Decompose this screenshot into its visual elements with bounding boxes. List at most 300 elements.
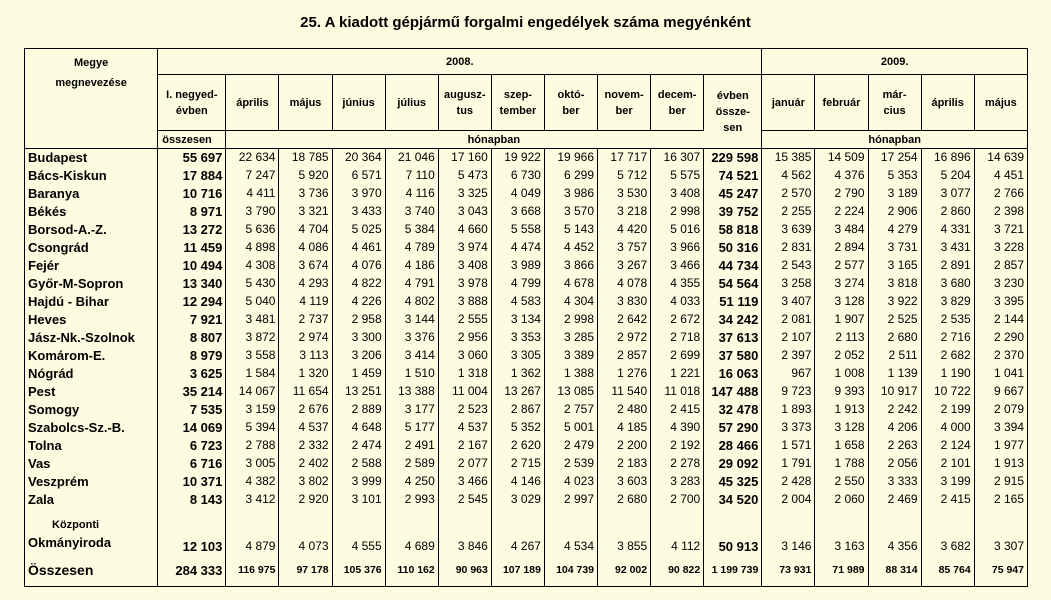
county-header-line-2: megnevezése [55, 77, 127, 89]
month-2008-value: 3 481 [226, 311, 279, 329]
month-2008-value: 2 332 [279, 437, 332, 455]
q1-value: 6 716 [158, 455, 226, 473]
month-2008-value: 5 040 [226, 293, 279, 311]
month-2009-value: 3 128 [815, 293, 868, 311]
year-total-value: 32 478 [704, 401, 762, 419]
table-row [25, 185, 1028, 203]
month-2008-value: 92 002 [598, 555, 651, 587]
month-2008-value: 3 740 [385, 203, 438, 221]
month-2009-value: 2 415 [921, 491, 974, 509]
month-2008-value: 2 539 [544, 455, 597, 473]
month-2008-value: 4 537 [279, 419, 332, 437]
month-2008-value: 4 146 [491, 473, 544, 491]
month-2008-value: 4 822 [332, 275, 385, 293]
month-2008-value: 105 376 [332, 555, 385, 587]
header-line: már- [882, 88, 907, 101]
month-2008-value: 5 025 [332, 221, 385, 239]
month-2009-value: 1 907 [815, 311, 868, 329]
month-2009-value: 1 893 [762, 401, 815, 419]
month-2009-value: 2 543 [762, 257, 815, 275]
q1-value: 10 716 [158, 185, 226, 203]
month-2009-value: 5 204 [921, 167, 974, 185]
month-2008-value: 3 855 [598, 509, 651, 555]
q1-value: 8 979 [158, 347, 226, 365]
month-2008-value: 13 251 [332, 383, 385, 401]
header-line: októ- [557, 88, 585, 101]
month-2008-value: 2 077 [438, 455, 491, 473]
month-2008-value: 2 672 [651, 311, 704, 329]
month-2009-value: 1 977 [993, 438, 1024, 452]
month-2009-value: 1 913 [815, 401, 868, 419]
month-2009-value: 85 764 [921, 555, 974, 587]
county-name: Komárom-E. [25, 347, 158, 365]
q1-value: 7 535 [158, 401, 226, 419]
month-2008-value: 5 143 [544, 221, 597, 239]
month-2008-value: 2 480 [598, 401, 651, 419]
county-name: Zala [25, 491, 158, 509]
month-2009-value: 2 680 [868, 329, 921, 347]
month-2008-value: 4 355 [651, 275, 704, 293]
q1-value: 8 143 [158, 491, 226, 509]
month-2008-value: 3 846 [438, 509, 491, 555]
month-2009-value: 2 831 [762, 239, 815, 257]
month-2008-value: 2 474 [332, 437, 385, 455]
month-2008-value: 3 159 [226, 401, 279, 419]
month-2009-value: 1 008 [815, 365, 868, 383]
month-2009-value: 17 254 [868, 149, 921, 167]
month-2009-value: 2 107 [762, 329, 815, 347]
month-2009-value: 967 [762, 365, 815, 383]
month-2008-value: 3 466 [651, 257, 704, 275]
year-total-value: 147 488 [704, 383, 762, 401]
table-row [25, 239, 1028, 257]
month-2008-value: 2 993 [385, 491, 438, 509]
q1-value: 55 697 [158, 149, 226, 167]
month-2009-value: 88 314 [868, 555, 921, 587]
county-name: Jász-Nk.-Szolnok [25, 329, 158, 347]
month-2008-value: 3 414 [385, 347, 438, 365]
month-2008-value: 3 530 [598, 185, 651, 203]
table-row [25, 491, 1028, 509]
year-total-value: 37 580 [704, 347, 762, 365]
year-total-value: 44 734 [704, 257, 762, 275]
month-2008-value: 4 879 [226, 509, 279, 555]
month-2009-value: 2 428 [762, 473, 815, 491]
month-2008-value: 2 997 [544, 491, 597, 509]
table-title: 25. A kiadott gépjármű forgalmi engedélyek száma megyénként [300, 14, 751, 31]
header-line: április [236, 96, 269, 109]
month-2009-value: 2 535 [921, 311, 974, 329]
table-row [25, 509, 1028, 555]
month-2009-value: 2 060 [815, 491, 868, 509]
month-2009-value: 2 766 [993, 186, 1024, 200]
month-2009-value: 3 484 [815, 221, 868, 239]
month-2008-value: 2 757 [544, 401, 597, 419]
month-2009-value: 14 639 [987, 150, 1024, 165]
month-2009-value: 5 353 [868, 167, 921, 185]
county-name: Békés [25, 203, 158, 221]
month-2009-value: 3 721 [993, 222, 1024, 236]
table-row [25, 383, 1028, 401]
month-2008-value: 11 654 [279, 383, 332, 401]
month-2008-value: 19 922 [491, 149, 544, 167]
month-2009-value: 4 206 [868, 419, 921, 437]
month-2008-value: 4 537 [438, 419, 491, 437]
month-2008-value: 5 394 [226, 419, 279, 437]
month-2008-value: 2 555 [438, 311, 491, 329]
month-2008-value: 3 408 [438, 257, 491, 275]
month-2009-value: 2 263 [868, 437, 921, 455]
month-2008-value: 2 192 [651, 437, 704, 455]
county-column-header [25, 49, 158, 149]
month-2009-value: 3 394 [993, 420, 1024, 434]
month-2008-value: 4 076 [332, 257, 385, 275]
month-2008-value: 3 989 [491, 257, 544, 275]
month-2008-header [438, 75, 491, 131]
month-2008-value: 5 636 [226, 221, 279, 239]
month-2008-value: 16 307 [651, 149, 704, 167]
month-2008-value: 3 060 [438, 347, 491, 365]
month-2008-value: 3 736 [279, 185, 332, 203]
month-2008-value: 19 966 [544, 149, 597, 167]
month-2008-value: 3 978 [438, 275, 491, 293]
month-2008-value: 22 634 [226, 149, 279, 167]
month-2008-value: 7 247 [226, 167, 279, 185]
month-2008-value: 116 975 [226, 555, 279, 587]
table-row [25, 293, 1028, 311]
month-2008-value: 11 540 [598, 383, 651, 401]
month-2009-header [974, 75, 1027, 131]
month-2008-value: 3 570 [544, 203, 597, 221]
month-2009-value: 14 509 [815, 149, 868, 167]
month-2008-value: 3 177 [385, 401, 438, 419]
month-2008-value: 5 016 [651, 221, 704, 239]
month-2008-value: 97 178 [279, 555, 332, 587]
month-2009-value: 3 731 [868, 239, 921, 257]
month-2009-header [815, 75, 868, 131]
month-2009-value: 3 431 [921, 239, 974, 257]
month-2008-value: 2 857 [598, 347, 651, 365]
year-total-value: 16 063 [704, 365, 762, 383]
year-total-value: 50 913 [704, 509, 762, 555]
month-2008-value: 4 390 [651, 419, 704, 437]
month-2009-value: 2 525 [868, 311, 921, 329]
month-2008-value: 3 408 [651, 185, 704, 203]
month-2008-value: 6 730 [491, 167, 544, 185]
header-line: I. negyed- [166, 88, 218, 101]
month-2009-value: 2 894 [815, 239, 868, 257]
month-2008-value: 2 998 [651, 203, 704, 221]
month-2008-value: 2 715 [491, 455, 544, 473]
month-2008-value: 3 830 [598, 293, 651, 311]
month-2008-value: 17 717 [598, 149, 651, 167]
month-2008-value: 4 799 [491, 275, 544, 293]
month-2008-value: 4 898 [226, 239, 279, 257]
q1-value: 11 459 [158, 239, 226, 257]
month-2008-value: 3 206 [332, 347, 385, 365]
month-2008-value: 4 461 [332, 239, 385, 257]
month-2008-value: 3 790 [226, 203, 279, 221]
year-total-value: 34 242 [704, 311, 762, 329]
total-row [25, 555, 1028, 587]
month-2008-value: 1 276 [598, 365, 651, 383]
q1-value: 13 340 [158, 275, 226, 293]
month-2008-value: 4 185 [598, 419, 651, 437]
month-2009-value: 75 947 [991, 563, 1024, 576]
month-2008-value: 11 004 [438, 383, 491, 401]
month-2009-value: 2 857 [993, 258, 1024, 272]
month-2009-value: 3 163 [815, 509, 868, 555]
header-line: évben [716, 89, 749, 102]
month-2008-header [598, 75, 651, 131]
table-row [25, 473, 1028, 491]
header-line: évben [175, 104, 208, 117]
table-row [25, 167, 1028, 185]
month-2008-value: 6 571 [332, 167, 385, 185]
month-2009-value: 2 891 [921, 257, 974, 275]
month-2008-value: 3 321 [279, 203, 332, 221]
honapban-2009-label: hónapban [762, 131, 1028, 149]
month-2008-header [385, 75, 438, 131]
month-2009-value: 1 571 [762, 437, 815, 455]
month-2008-value: 5 352 [491, 419, 544, 437]
month-2008-value: 2 867 [491, 401, 544, 419]
month-2008-value: 3 134 [491, 311, 544, 329]
month-2008-value: 4 116 [385, 185, 438, 203]
county-name: Fejér [25, 257, 158, 275]
month-2008-value: 13 267 [491, 383, 544, 401]
month-2009-value: 4 376 [815, 167, 868, 185]
table-row [25, 419, 1028, 437]
month-2009-value: 3 639 [762, 221, 815, 239]
county-name: Szabolcs-Sz.-B. [25, 419, 158, 437]
year-2009-header: 2009. [762, 49, 1028, 75]
month-2009-value: 4 331 [921, 221, 974, 239]
month-2008-value: 3 872 [226, 329, 279, 347]
month-2009-value: 3 395 [993, 294, 1024, 308]
month-2009-value: 9 723 [762, 383, 815, 401]
month-2008-value: 90 822 [651, 555, 704, 587]
month-2008-value: 4 648 [332, 419, 385, 437]
month-2008-value: 6 299 [544, 167, 597, 185]
month-2008-value: 3 283 [651, 473, 704, 491]
county-name: Hajdú - Bihar [25, 293, 158, 311]
month-2008-value: 2 958 [332, 311, 385, 329]
month-2009-value: 3 407 [762, 293, 815, 311]
month-2008-value: 2 889 [332, 401, 385, 419]
q1-value: 8 971 [158, 203, 226, 221]
header-line: össze- [715, 105, 750, 118]
table-row [25, 437, 1028, 455]
month-2009-value: 1 788 [815, 455, 868, 473]
month-2008-value: 4 678 [544, 275, 597, 293]
q1-value: 14 069 [158, 419, 226, 437]
header-line: decem- [657, 88, 697, 101]
month-2008-header [226, 75, 279, 131]
month-2008-value: 1 388 [544, 365, 597, 383]
month-2008-value: 3 101 [332, 491, 385, 509]
month-2009-value: 3 274 [815, 275, 868, 293]
month-2009-value: 2 199 [921, 401, 974, 419]
header-line: ber [615, 104, 633, 117]
month-2008-value: 3 970 [332, 185, 385, 203]
header-line: tember [499, 104, 537, 117]
month-2008-value: 4 802 [385, 293, 438, 311]
q1-value: 12 294 [158, 293, 226, 311]
month-2009-value: 3 373 [762, 419, 815, 437]
month-2008-value: 3 986 [544, 185, 597, 203]
month-2009-header [868, 75, 921, 131]
header-line: ber [562, 104, 580, 117]
month-2008-value: 2 680 [598, 491, 651, 509]
header-line: április [931, 96, 964, 109]
month-2009-value: 1 139 [868, 365, 921, 383]
table-row [25, 347, 1028, 365]
year-total-value: 39 752 [704, 203, 762, 221]
month-2009-value: 2 398 [993, 204, 1024, 218]
month-2008-value: 3 974 [438, 239, 491, 257]
month-2008-value: 2 402 [279, 455, 332, 473]
q1-header [158, 75, 226, 131]
county-name [25, 509, 158, 555]
year-total-value: 34 520 [704, 491, 762, 509]
month-2008-value: 4 304 [544, 293, 597, 311]
month-2009-value: 3 829 [921, 293, 974, 311]
month-2008-value: 4 689 [385, 509, 438, 555]
month-2009-value: 3 228 [993, 240, 1024, 254]
month-2009-value: 4 356 [868, 509, 921, 555]
month-2009-value: 4 000 [921, 419, 974, 437]
month-2009-value: 3 165 [868, 257, 921, 275]
month-2008-value: 2 415 [651, 401, 704, 419]
month-2008-value: 3 466 [438, 473, 491, 491]
month-2009-value: 3 682 [921, 509, 974, 555]
month-2008-value: 17 160 [438, 149, 491, 167]
year-total-value: 45 247 [704, 185, 762, 203]
month-2009-value: 2 716 [921, 329, 974, 347]
county-name: Somogy [25, 401, 158, 419]
month-2008-value: 2 620 [491, 437, 544, 455]
month-2008-value: 2 167 [438, 437, 491, 455]
county-name: Veszprém [25, 473, 158, 491]
month-2008-value: 4 250 [385, 473, 438, 491]
county-name: Tolna [25, 437, 158, 455]
month-2008-value: 3 674 [279, 257, 332, 275]
q1-value: 284 333 [158, 555, 226, 587]
month-2008-value: 3 757 [598, 239, 651, 257]
header-line: ber [668, 104, 686, 117]
q1-value: 3 625 [158, 365, 226, 383]
month-2008-value: 3 300 [332, 329, 385, 347]
month-2008-value: 3 966 [651, 239, 704, 257]
month-2008-value: 5 920 [279, 167, 332, 185]
month-2009-value: 3 818 [868, 275, 921, 293]
month-2009-value: 2 915 [993, 474, 1024, 488]
q1-value: 6 723 [158, 437, 226, 455]
month-2008-header [651, 75, 704, 131]
month-2008-value: 4 555 [332, 509, 385, 555]
month-2009-value: 71 989 [815, 555, 868, 587]
month-2008-value: 2 718 [651, 329, 704, 347]
month-2008-value: 3 285 [544, 329, 597, 347]
county-name: Borsod-A.-Z. [25, 221, 158, 239]
month-2009-value: 2 113 [815, 329, 868, 347]
month-2008-value: 5 384 [385, 221, 438, 239]
month-2009-value: 1 041 [993, 366, 1024, 380]
table-row [25, 203, 1028, 221]
month-2008-value: 2 972 [598, 329, 651, 347]
month-2009-value: 3 189 [868, 185, 921, 203]
county-name: Heves [25, 311, 158, 329]
month-2009-value: 3 146 [762, 509, 815, 555]
month-2008-value: 4 789 [385, 239, 438, 257]
month-2009-value: 2 052 [815, 347, 868, 365]
month-2008-value: 4 119 [279, 293, 332, 311]
header-line: szep- [503, 88, 532, 101]
month-2009-value: 2 860 [921, 203, 974, 221]
month-2009-value: 2 469 [868, 491, 921, 509]
month-2009-value: 15 385 [762, 149, 815, 167]
month-2008-value: 13 085 [544, 383, 597, 401]
month-2008-value: 2 788 [226, 437, 279, 455]
month-2009-value: 3 307 [993, 538, 1024, 553]
month-2008-header [544, 75, 597, 131]
month-2009-header [921, 75, 974, 131]
month-2009-value: 3 199 [921, 473, 974, 491]
month-2009-value: 9 667 [993, 384, 1024, 398]
month-2008-value: 2 479 [544, 437, 597, 455]
month-2008-value: 2 974 [279, 329, 332, 347]
month-2008-value: 2 545 [438, 491, 491, 509]
table-row [25, 365, 1028, 383]
month-2008-value: 4 308 [226, 257, 279, 275]
month-2009-value: 16 896 [921, 149, 974, 167]
month-2008-value: 1 362 [491, 365, 544, 383]
month-2008-header [332, 75, 385, 131]
month-2008-value: 21 046 [385, 149, 438, 167]
q1-value: 35 214 [158, 383, 226, 401]
month-2008-value: 3 029 [491, 491, 544, 509]
month-2009-value: 2 224 [815, 203, 868, 221]
osszesen-label: összesen [158, 131, 226, 149]
month-2008-value: 2 491 [385, 437, 438, 455]
month-2009-value: 1 658 [815, 437, 868, 455]
month-2008-value: 5 430 [226, 275, 279, 293]
month-2008-value: 4 073 [279, 509, 332, 555]
table-row [25, 401, 1028, 419]
month-2008-value: 14 067 [226, 383, 279, 401]
header-line: novem- [604, 88, 644, 101]
month-2009-value: 2 397 [762, 347, 815, 365]
month-2008-value: 4 660 [438, 221, 491, 239]
county-name: Vas [25, 455, 158, 473]
month-2008-value: 4 534 [544, 509, 597, 555]
q1-value: 13 272 [158, 221, 226, 239]
county-name: Budapest [25, 149, 158, 167]
year-total-value: 74 521 [704, 167, 762, 185]
month-2009-value: 2 101 [921, 455, 974, 473]
county-name: Győr-M-Sopron [25, 275, 158, 293]
month-2009-value: 2 550 [815, 473, 868, 491]
county-name: Összesen [25, 555, 158, 587]
month-2008-value: 4 704 [279, 221, 332, 239]
month-2008-value: 5 712 [598, 167, 651, 185]
month-2009-value: 2 124 [921, 437, 974, 455]
month-2008-value: 3 043 [438, 203, 491, 221]
month-2008-value: 2 523 [438, 401, 491, 419]
month-2008-value: 4 078 [598, 275, 651, 293]
month-2008-value: 4 411 [226, 185, 279, 203]
